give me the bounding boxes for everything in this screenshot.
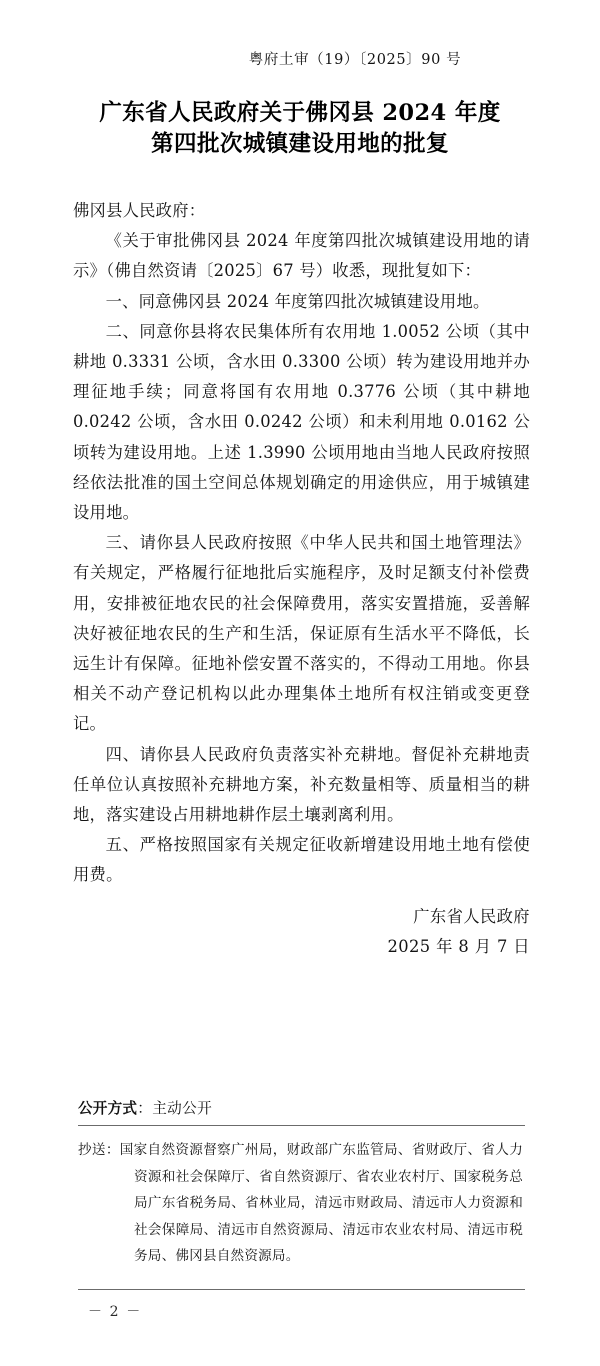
document-body xyxy=(73,196,530,891)
disclosure-method-row xyxy=(78,1098,525,1119)
paragraph-item-4: 四、请你县人民政府负责落实补充耕地。督促补充耕地责任单位认真按照补充耕地方案，补充数量相等、质量相当的耕地，落实建设占用耕地耕作层土壤剥离利用。 xyxy=(73,744,530,825)
footer-divider-bottom-wrap xyxy=(78,1289,525,1290)
document-number: 粤府土审（19）〔2025〕90 号 xyxy=(248,52,462,68)
document-title xyxy=(70,98,530,160)
disclosure-method-value: 主动公开 xyxy=(152,1100,213,1117)
cc-line xyxy=(78,1137,525,1270)
disclosure-method-separator: ： xyxy=(137,1100,153,1117)
paragraph-item-1: 一、同意佛冈县 2024 年度第四批次城镇建设用地。 xyxy=(105,291,490,311)
paragraph-item-3: 三、请你县人民政府按照《中华人民共和国土地管理法》有关规定，严格履行征地批后实施程序，及时足额支付补偿费用，安排被征地农民的社会保障费用，落实安置措施，妥善解决好被征地农民的生产和生活，保证原有生活水平不降低，长远生计有保障。征地补偿安置不落实的，不得动工用地。你县相关不动产登记机构以此办理集体土地所有权注销或变更登记。 xyxy=(73,533,530,734)
title-line-2: 第四批次城镇建设用地的批复 xyxy=(151,131,449,157)
paragraph-item-2: 二、同意你县将农民集体所有农用地 1.0052 公顷（其中耕地 0.3331 公顷，含水田 0.3300 公顷）转为建设用地并办理征地手续；同意将国有农用地 0.3776 公顷（其中耕地 0.0242 公顷，含水田 0.0242 公顷）和未利用地 0.0162 公顷转为建设用地。上述 1.3990 公顷用地由当地人民政府按照经依法批准的国土空间总体规划确定的用途供应，用于城镇建设用地。 xyxy=(73,321,530,523)
footer-divider-bottom xyxy=(78,1289,525,1290)
recipient-line: 佛冈县人民政府： xyxy=(73,201,206,220)
cc-recipients: 国家自然资源督察广州局，财政部广东监管局、省财政厅、省人力资源和社会保障厅、省自然资源厅、省农业农村厅、国家税务总局广东省税务局、省林业局，清远市财政局、清远市人力资源和社会保障局、清远市自然资源局、清远市农业农村局、清远市税务局、佛冈县自然资源局。 xyxy=(119,1142,523,1264)
paragraph-preamble: 《关于审批佛冈县 2024 年度第四批次城镇建设用地的请示》（佛自然资请〔2025〕67 号）收悉，现批复如下： xyxy=(73,231,530,281)
page-number: － 2 － xyxy=(88,1304,142,1320)
disclosure-method-label: 公开方式 xyxy=(78,1100,138,1117)
cc-block xyxy=(78,1137,525,1270)
cc-label: 抄送： xyxy=(78,1142,120,1158)
title-line-1: 广东省人民政府关于佛冈县 2024 年度 xyxy=(99,100,501,126)
signature-block xyxy=(73,902,582,962)
document-number-row xyxy=(0,48,600,69)
footer-divider-top xyxy=(78,1125,525,1126)
signature-date: 2025 年 8 月 7 日 xyxy=(387,937,530,956)
document-footer xyxy=(78,1098,525,1270)
signature-issuer: 广东省人民政府 xyxy=(413,907,530,926)
paragraph-item-5: 五、严格按照国家有关规定征收新增建设用地土地有偿使用费。 xyxy=(73,835,530,885)
